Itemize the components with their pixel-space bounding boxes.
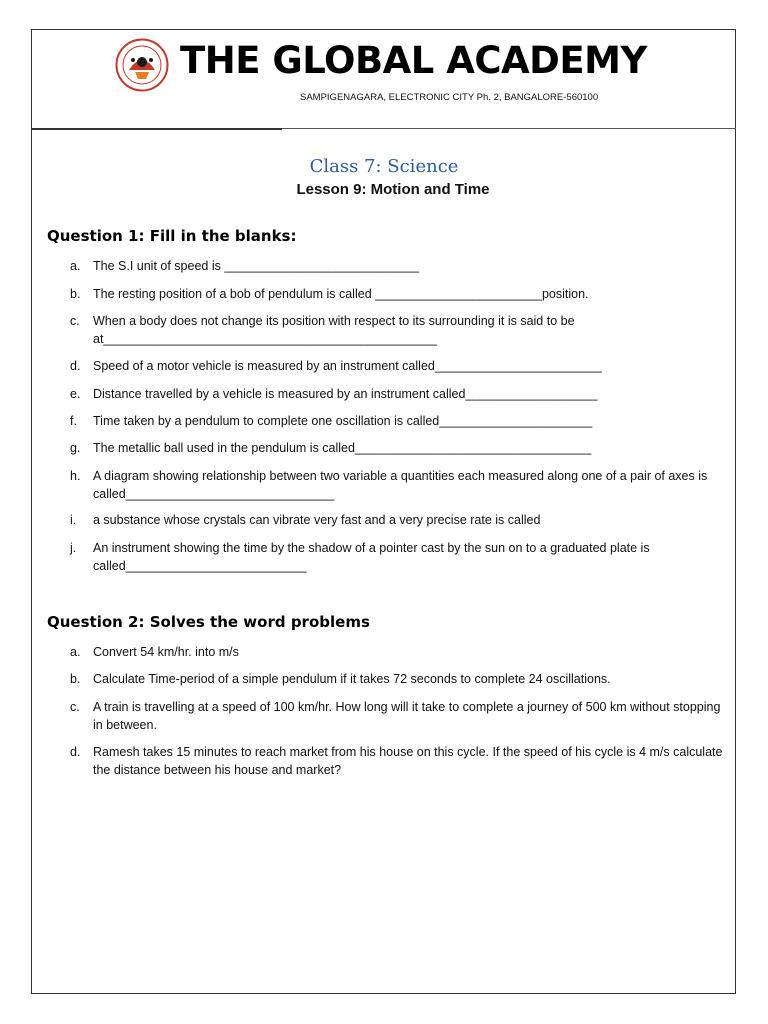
q1-item-c [70, 312, 730, 348]
list-item-text: Speed of a motor vehicle is measured by an instrument called________________________ [93, 359, 602, 373]
q2-item-c [70, 698, 730, 734]
list-item-text: a substance whose crystals can vibrate very fast and a very precise rate is called [93, 513, 541, 527]
q2-item-a [70, 643, 730, 661]
school-address: SAMPIGENAGARA, ELECTRONIC CITY Ph. 2, BANGALORE-560100 [300, 92, 599, 103]
q2-item-b [70, 670, 730, 688]
list-item-text: Distance travelled by a vehicle is measured by an instrument called___________________ [93, 387, 598, 401]
q1-item-g [70, 439, 730, 457]
list-item-text: When a body does not change its position with respect to its surrounding it is said to be at________________________________________________ [93, 314, 579, 346]
list-item-text: The S.I unit of speed is ____________________________ [93, 259, 419, 273]
q1-item-f [70, 412, 730, 430]
q1-item-j [70, 539, 730, 575]
list-marker: g. [70, 441, 81, 455]
list-item-text: An instrument showing the time by the shadow of a pointer cast by the sun on to a graduated plate is called__________________________ [93, 541, 654, 573]
list-item-text: Convert 54 km/hr. into m/s [93, 645, 239, 659]
school-crest-logo [115, 38, 169, 92]
list-item-text: Time taken by a pendulum to complete one oscillation is called______________________ [93, 414, 593, 428]
q2-item-d [70, 743, 730, 779]
list-item-text: The metallic ball used in the pendulum is called__________________________________ [93, 441, 592, 455]
list-marker: j. [70, 541, 77, 555]
list-marker: f. [70, 414, 77, 428]
list-marker: a. [70, 645, 81, 659]
q1-item-e [70, 385, 730, 403]
list-item-text: Calculate Time-period of a simple pendulum if it takes 72 seconds to complete 24 oscillations. [93, 672, 611, 686]
list-marker: b. [70, 672, 81, 686]
list-item-text: A diagram showing relationship between two variable a quantities each measured along one of a pair of axes is called______________________________ [93, 469, 711, 501]
lesson-title: Lesson 9: Motion and Time [296, 181, 490, 198]
list-marker: d. [70, 359, 81, 373]
list-marker: e. [70, 387, 81, 401]
class-title: Class 7: Science [309, 156, 459, 177]
list-marker: b. [70, 287, 81, 301]
list-item-text: Ramesh takes 15 minutes to reach market from his house on this cycle. If the speed of his cycle is 4 m/s calculate the distance between his house and market? [93, 745, 726, 777]
q1-item-a [70, 257, 730, 275]
list-item-text: A train is travelling at a speed of 100 km/hr. How long will it take to complete a journey of 500 km without stopping in between. [93, 700, 724, 732]
list-marker: h. [70, 469, 81, 483]
list-marker: c. [70, 314, 80, 328]
q1-item-b [70, 285, 730, 303]
list-item-text: The resting position of a bob of pendulum is called ________________________position. [93, 287, 589, 301]
list-marker: i. [70, 513, 77, 527]
q1-item-i [70, 511, 730, 529]
q1-item-h [70, 467, 730, 503]
school-name: THE GLOBAL ACADEMY [180, 39, 647, 82]
list-marker: d. [70, 745, 81, 759]
list-marker: c. [70, 700, 80, 714]
header-divider-accent [32, 128, 282, 130]
question-2-heading: Question 2: Solves the word problems [47, 613, 370, 631]
list-marker: a. [70, 259, 81, 273]
q1-item-d [70, 357, 730, 375]
question-1-heading: Question 1: Fill in the blanks: [47, 227, 297, 245]
